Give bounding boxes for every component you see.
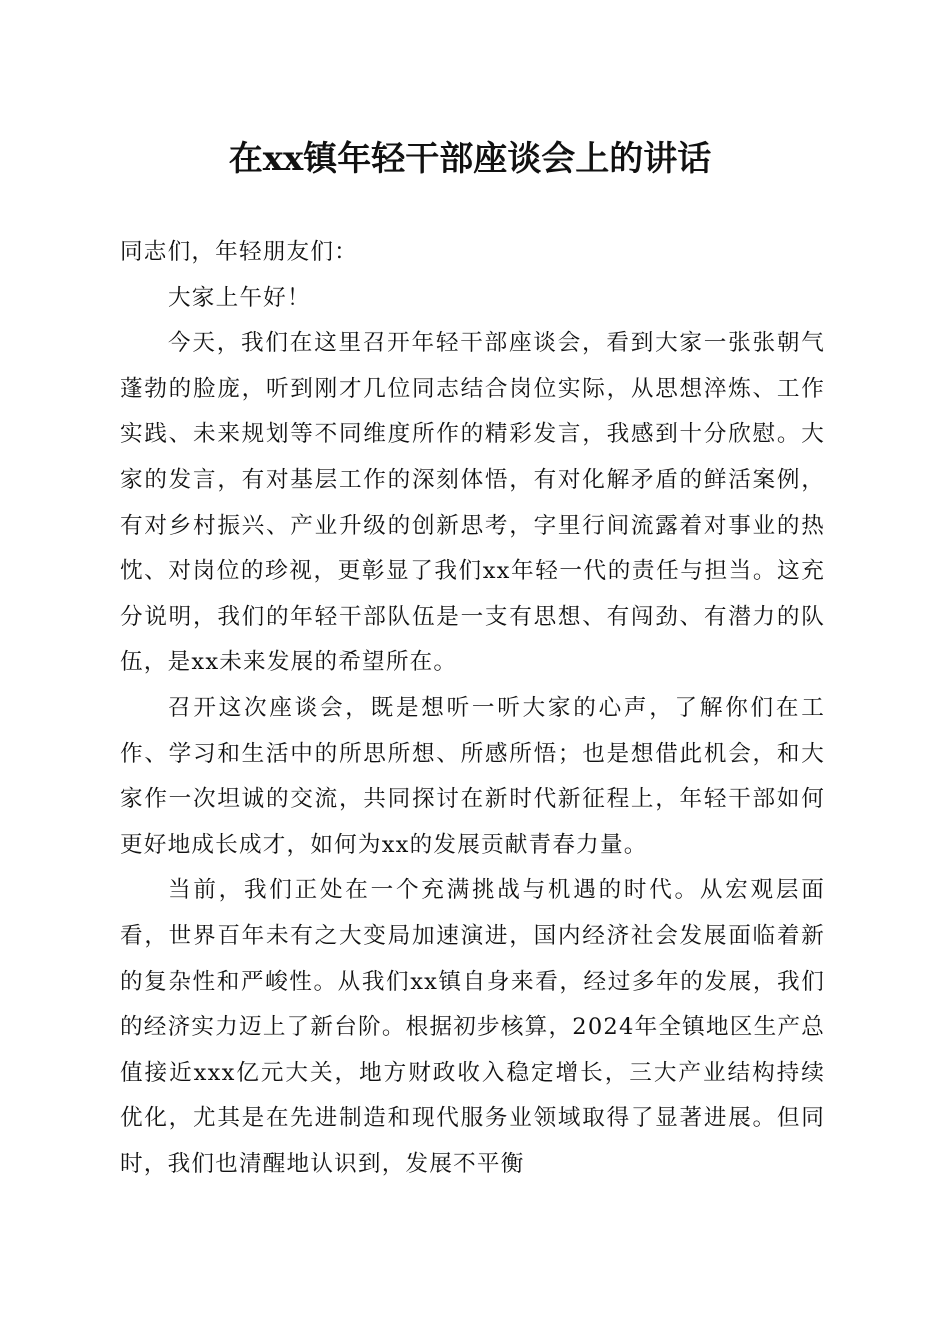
salutation: 同志们，年轻朋友们： bbox=[120, 239, 358, 265]
body-paragraph-1: 今天，我们在这里召开年轻干部座谈会，看到大家一张张朝气蓬勃的脸庞，听到刚才几位同志结合岗位实际，从思想淬炼、工作实践、未来规划等不同维度所作的精彩发言，我感到十分欣慰。大家的发言，有对基层工作的深刻体悟，有对化解矛盾的鲜活案例，有对乡村振兴、产业升级的创新思考，字里行间流露着对事业的热忱、对岗位的珍视，更彰显了我们xx年轻一代的责任与担当。这充分说明，我们的年轻干部队伍是一支有思想、有闯劲、有潜力的队伍，是xx未来发展的希望所在。 bbox=[120, 330, 825, 676]
body-paragraph-3: 当前，我们正处在一个充满挑战与机遇的时代。从宏观层面看，世界百年未有之大变局加速演进，国内经济社会发展面临着新的复杂性和严峻性。从我们xx镇自身来看，经过多年的发展，我们的经济实力迈上了新台阶。根据初步核算，2024年全镇地区生产总值接近xxx亿元大关，地方财政收入稳定增长，三大产业结构持续优化，尤其是在先进制造和现代服务业领域取得了显著进展。但同时，我们也清醒地认识到，发展不平衡 bbox=[120, 877, 825, 1177]
body-paragraph-2: 召开这次座谈会，既是想听一听大家的心声，了解你们在工作、学习和生活中的所思所想、所感所悟；也是想借此机会，和大家作一次坦诚的交流，共同探讨在新时代新征程上，年轻干部如何更好地成长成才，如何为xx的发展贡献青春力量。 bbox=[120, 694, 825, 858]
document-body bbox=[120, 230, 825, 1187]
document-title: 在xx镇年轻干部座谈会上的讲话 bbox=[228, 139, 712, 179]
greeting: 大家上午好！ bbox=[168, 284, 311, 311]
